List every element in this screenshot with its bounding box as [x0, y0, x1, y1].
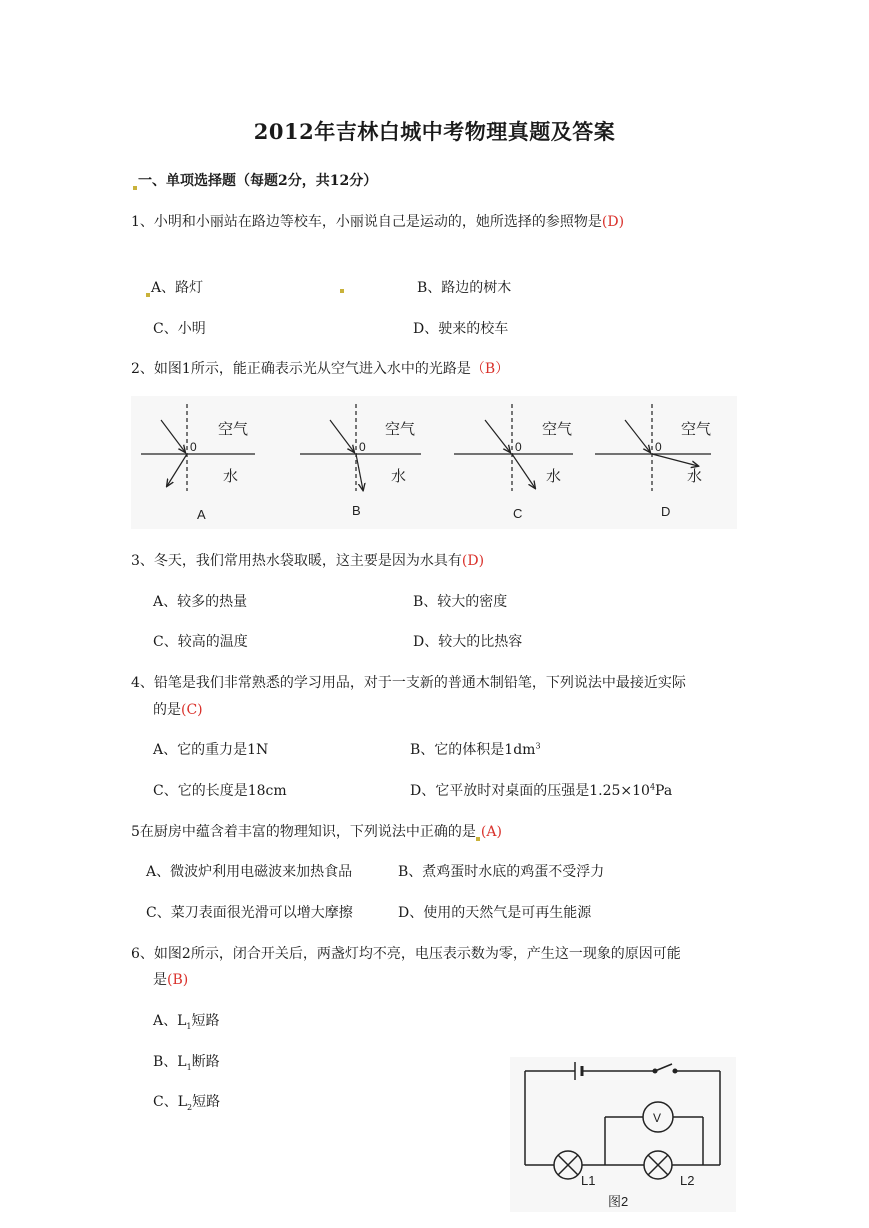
origin-label: 0 [190, 440, 197, 454]
diagram-label-c: C [513, 506, 523, 521]
q4-option-c: C、它的长度是18cm [153, 783, 287, 799]
question-4-stem-line2: 的是(C) [153, 702, 203, 718]
air-label: 空气 [542, 421, 573, 438]
answer: (D) [601, 214, 625, 230]
answer: (B) [167, 972, 189, 988]
question-3-stem: 3、冬天，我们常用热水袋取暖，这主要是因为水具有(D) [131, 553, 485, 569]
diagram-label-b: B [352, 503, 361, 518]
q1-option-a: A、路灯 [146, 277, 203, 297]
question-5-stem: 5在厨房中蕴含着丰富的物理知识，下列说法中正确的是 (A) [131, 824, 502, 840]
q3-option-d: D、较大的比热容 [413, 634, 523, 650]
air-label: 空气 [681, 421, 712, 438]
air-label: 空气 [218, 421, 249, 438]
switch-blade [655, 1064, 672, 1071]
q1-option-c: C、小明 [153, 321, 206, 337]
mark-dot [133, 186, 137, 190]
q1-option-b: B、路边的树木 [417, 280, 512, 296]
origin-label: 0 [515, 440, 522, 454]
question-1-stem: 1、小明和小丽站在路边等校车，小丽说自己是运动的，她所选择的参照物是(D) [131, 214, 625, 230]
q1-option-d: D、驶来的校车 [413, 321, 509, 337]
mark-dot-b [340, 277, 345, 293]
section-heading [133, 170, 377, 190]
q6-option-a: A、$L_1$短路 [153, 1013, 220, 1031]
figure-1 [131, 396, 737, 529]
q3-option-b: B、较大的密度 [413, 594, 508, 610]
q5-option-c: C、菜刀表面很光滑可以增大摩擦 [146, 905, 353, 921]
origin-label: 0 [359, 440, 366, 454]
q6-option-b: B、$L_1$断路 [153, 1054, 220, 1072]
question-4-stem-line1: 4、铅笔是我们非常熟悉的学习用品，对于一支新的普通木制铅笔，下列说法中最接近实际 [131, 675, 686, 691]
water-label: 水 [391, 468, 407, 485]
water-label: 水 [546, 468, 562, 485]
q4-option-d: D、它平放时对桌面的压强是$1.25\times 10^4Pa$ [410, 782, 673, 799]
circuit-diagram [510, 1057, 736, 1212]
figure-2 [510, 1057, 736, 1212]
q3-option-a: A、较多的热量 [153, 594, 248, 610]
q4-option-b: B、它的体积是$1dm^3$ [410, 741, 541, 758]
question-6-stem-line1: 6、如图2所示，闭合开关后，两盏灯均不亮，电压表示数为零，产生这一现象的原因可能 [131, 946, 681, 962]
q6-option-c: C、$L_2$短路 [153, 1094, 221, 1112]
answer: (C) [181, 702, 203, 718]
water-label: 水 [687, 468, 703, 485]
q3-option-c: C、较高的温度 [153, 634, 248, 650]
answer: （B） [470, 361, 510, 377]
answer: (A) [480, 824, 502, 840]
water-label: 水 [223, 468, 239, 485]
page-title: 2012年吉林白城中考物理真题及答案 [253, 119, 616, 144]
diagram-label-a: A [197, 507, 206, 522]
figure-2-caption: 图2 [608, 1194, 629, 1209]
section-heading-text: 一、单项选择题（每题2分，共12分） [138, 173, 378, 189]
q5-option-b: B、煮鸡蛋时水底的鸡蛋不受浮力 [398, 864, 605, 880]
diagram-label-d: D [661, 504, 671, 519]
answer: (D) [461, 553, 485, 569]
q4-option-a: A、它的重力是1N [153, 742, 269, 758]
voltmeter-label: V [653, 1111, 662, 1125]
air-label: 空气 [385, 421, 416, 438]
mark-dot [146, 293, 150, 297]
question-6-stem-line2: 是(B) [153, 972, 189, 988]
question-2-stem: 2、如图1所示，能正确表示光从空气进入水中的光路是（B） [131, 361, 510, 377]
mark-dot [476, 837, 480, 841]
q5-option-a: A、微波炉利用电磁波来加热食品 [146, 864, 353, 880]
q5-option-d: D、使用的天然气是可再生能源 [398, 905, 592, 921]
lamp-l2-label: L2 [680, 1173, 695, 1188]
lamp-l1-label: L1 [581, 1173, 596, 1188]
light-refraction-diagrams [131, 396, 737, 529]
origin-label: 0 [655, 440, 662, 454]
